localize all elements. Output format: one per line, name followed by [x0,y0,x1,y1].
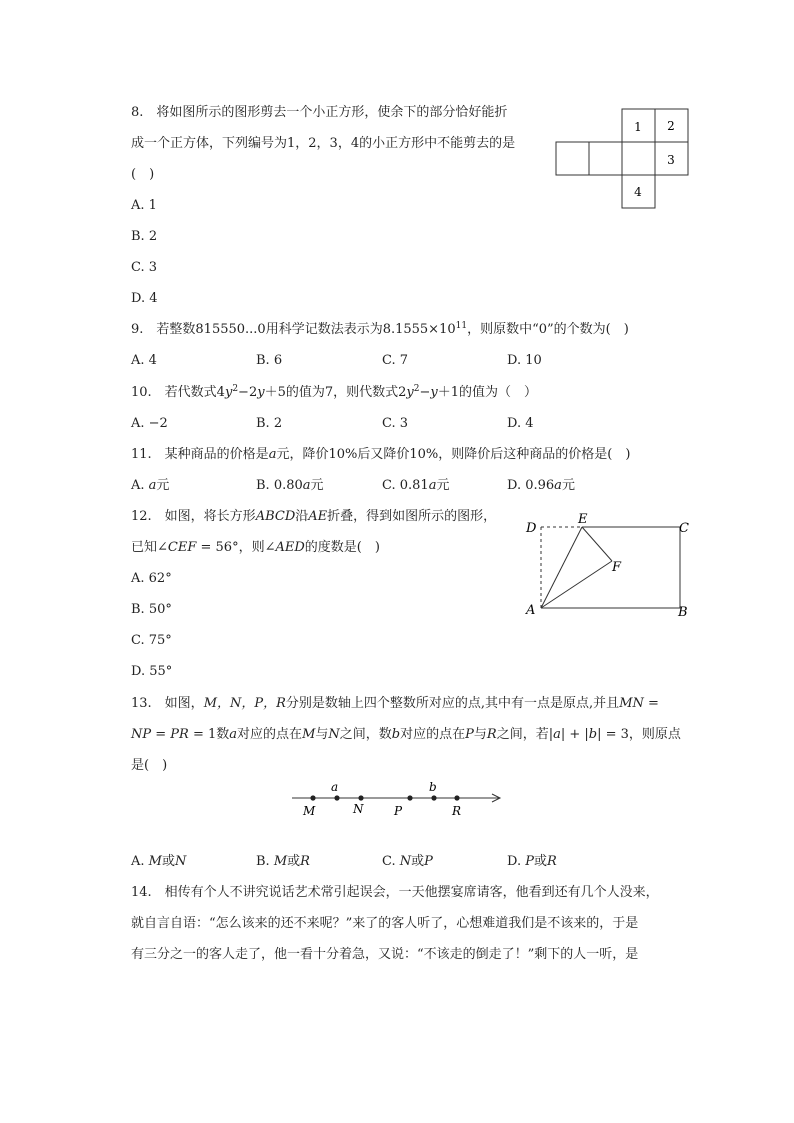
net-label-1: 1 [634,120,642,134]
q10-option-d: D. 4 [507,416,534,431]
q13-line2: NP = PR = 1数a对应的点在M与N之间，数b对应的点在P与R之间，若|a| + |b| = 3，则原点 [131,727,681,742]
q9-option-a: A. 4 [131,353,157,368]
number-line-figure [290,778,505,820]
q9-option-c: C. 7 [382,353,409,368]
pt-label-A: A [526,603,536,618]
folded-rectangle-figure [520,510,700,625]
q13-option-d: D. P或R [507,854,557,869]
nl-label-N: N [353,802,364,816]
q13-option-b: B. M或R [256,854,310,869]
q11-option-d: D. 0.96a元 [507,478,575,493]
q10-option-b: B. 2 [256,416,283,431]
q8-line1: 8. 将如图所示的图形剪去一个小正方形，使余下的部分恰好能折 [131,105,508,120]
pt-label-C: C [679,521,689,536]
q13-option-c: C. N或P [382,854,433,869]
q12-option-b: B. 50° [131,602,172,617]
nl-label-b: b [429,780,437,794]
q14-line3: 有三分之一的客人走了，他一看十分着急，又说：“不该走的倒走了！”剩下的人一听，是 [131,947,639,962]
nl-label-a: a [331,780,339,794]
q11-option-a: A. a元 [131,478,170,493]
q10-option-a: A. −2 [131,416,168,431]
q12-line1: 12. 如图，将长方形ABCD沿AE折叠，得到如图所示的图形， [131,509,497,524]
q12-line2: 已知∠CEF = 56°，则∠AED的度数是( ) [131,540,380,555]
q12-option-c: C. 75° [131,633,172,648]
q8-line3: ( ) [131,167,155,182]
q8-line2: 成一个正方体，下列编号为1，2，3，4的小正方形中不能剪去的是 [131,136,516,151]
q9-option-d: D. 10 [507,353,542,368]
q9-option-b: B. 6 [256,353,283,368]
pt-label-D: D [526,521,537,536]
nl-label-R: R [452,804,462,818]
q8-option-a: A. 1 [131,198,157,213]
q10-option-c: C. 3 [382,416,409,431]
nl-label-M: M [303,804,316,818]
q8-option-d: D. 4 [131,291,158,306]
q13-line3: 是( ) [131,758,168,773]
q14-line1: 14. 相传有个人不讲究说话艺术常引起误会，一天他摆宴席请客，他看到还有几个人没来， [131,885,659,900]
pt-label-E: E [578,512,588,527]
q11-option-b: B. 0.80a元 [256,478,324,493]
net-label-4: 4 [634,185,642,199]
q8-option-c: C. 3 [131,260,158,275]
nl-label-P: P [394,804,403,818]
q11-stem: 11. 某种商品的价格是a元，降价10%后又降价10%，则降价后这种商品的价格是( ) [131,447,631,462]
q13-option-a: A. M或N [131,854,187,869]
q12-option-a: A. 62° [131,571,172,586]
q14-line2: 就自言自语：“怎么该来的还不来呢？”来了的客人听了，心想难道我们是不该来的，于是 [131,916,639,931]
q12-option-d: D. 55° [131,664,173,679]
q10-stem: 10. 若代数式$4y^2-2y+5$的值为7，则代数式$2y^2-y+1$的值为（ ） [131,384,538,400]
net-label-3: 3 [667,153,675,167]
q8-option-b: B. 2 [131,229,158,244]
q13-line1: 13. 如图，M，N，P，R分别是数轴上四个整数所对应的点,其中有一点是原点,并且MN = [131,696,659,711]
pt-label-F: F [612,560,622,575]
cube-net-figure [556,109,690,209]
pt-label-B: B [678,605,688,620]
net-label-2: 2 [667,119,675,133]
q11-option-c: C. 0.81a元 [382,478,450,493]
q9-stem: 9. 若整数815550...0用科学记数法表示为$8.1555\times 10^{11}$，则原数中“0”的个数为( ) [131,321,629,337]
